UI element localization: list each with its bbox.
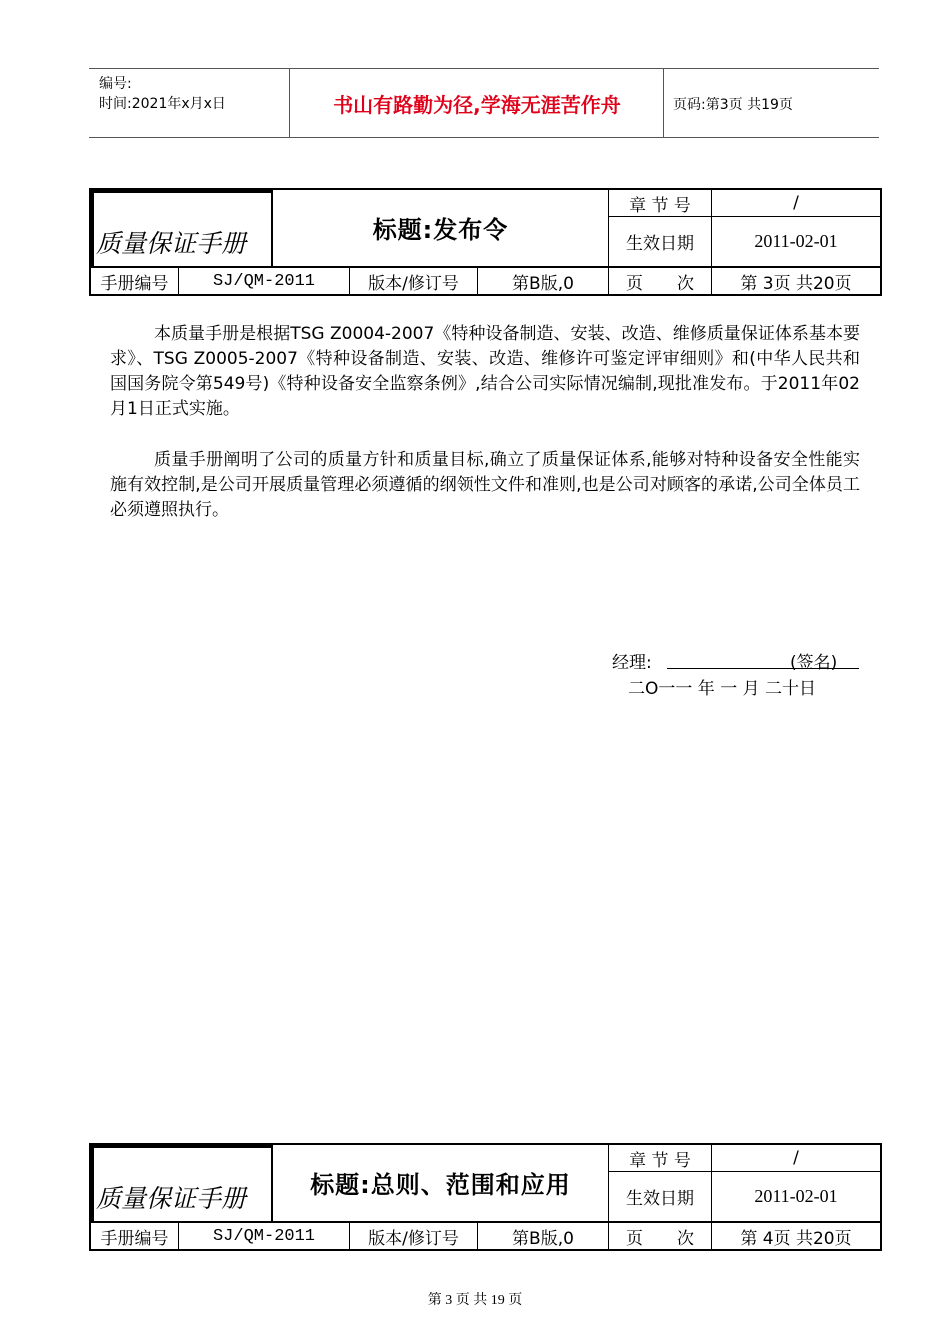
page-value: 第 3页 共20页: [740, 273, 852, 294]
effective-date-value: 2011-02-01: [754, 231, 838, 251]
chapter-value: /: [793, 193, 799, 213]
revision-value: 第B版,0: [512, 273, 574, 294]
manual-no-label: 手册编号: [100, 1228, 169, 1249]
body-paragraph: 本质量手册是根据TSG Z0004-2007《特种设备制造、安装、改造、维修质量保证体系基本要求》、TSG Z0005-2007《特种设备制造、安装、改造、维修许可鉴定评审细则》和(中华人民共和国国务院令第549号)《特种设备安全监察条例》,结合公司实际情况编制,现批准发布。于2011年02月1日正式实施。: [110, 324, 860, 419]
chapter-value: /: [793, 1148, 799, 1168]
document-header-table: [89, 188, 882, 296]
time-label: 时间:2021年x月x日: [99, 96, 226, 112]
sign-note: (签名): [790, 653, 838, 673]
section-title: 标题:发布令: [372, 215, 509, 244]
manual-no-value: SJ/QM-2011: [212, 1226, 316, 1246]
divider: [663, 69, 664, 137]
effective-date-label: 生效日期: [626, 234, 694, 254]
top-header: [89, 68, 879, 138]
revision-label: 版本/修订号: [368, 1228, 459, 1249]
revision-value: 第B版,0: [512, 1228, 574, 1249]
effective-date-label: 生效日期: [626, 1189, 694, 1209]
page-footer: 第 3 页 共 19 页: [427, 1293, 523, 1308]
document-header-table: [89, 1143, 882, 1251]
body-paragraph: 质量手册阐明了公司的质量方针和质量目标,确立了质量保证体系,能够对特种设备安全性能实施有效控制,是公司开展质量管理必须遵循的纲领性文件和准则,也是公司对顾客的承诺,公司全体员工必须遵照执行。: [110, 450, 860, 520]
page-value: 第 4页 共20页: [740, 1228, 852, 1249]
chapter-label: 章 节 号: [629, 1150, 691, 1171]
manager-label: 经理:: [612, 653, 652, 673]
book-title: 质量保证手册: [96, 229, 247, 258]
book-title: 质量保证手册: [96, 1184, 247, 1213]
page-indicator: 页码:第3页 共19页: [673, 97, 793, 113]
number-label: 编号:: [99, 76, 132, 92]
divider: [289, 69, 290, 137]
revision-label: 版本/修订号: [368, 273, 459, 294]
effective-date-value: 2011-02-01: [754, 1186, 838, 1206]
manual-no-value: SJ/QM-2011: [212, 271, 316, 291]
top-header-meta: [99, 74, 226, 114]
page-label: 页 次: [626, 273, 694, 294]
manual-no-label: 手册编号: [100, 273, 169, 294]
motto: 书山有路勤为径,学海无涯苦作舟: [333, 92, 621, 117]
section-title: 标题:总则、范围和应用: [310, 1170, 571, 1199]
page-label: 页 次: [626, 1228, 694, 1249]
sign-date: 二O一一 年 一 月 二十日: [628, 679, 816, 699]
chapter-label: 章 节 号: [629, 195, 691, 216]
